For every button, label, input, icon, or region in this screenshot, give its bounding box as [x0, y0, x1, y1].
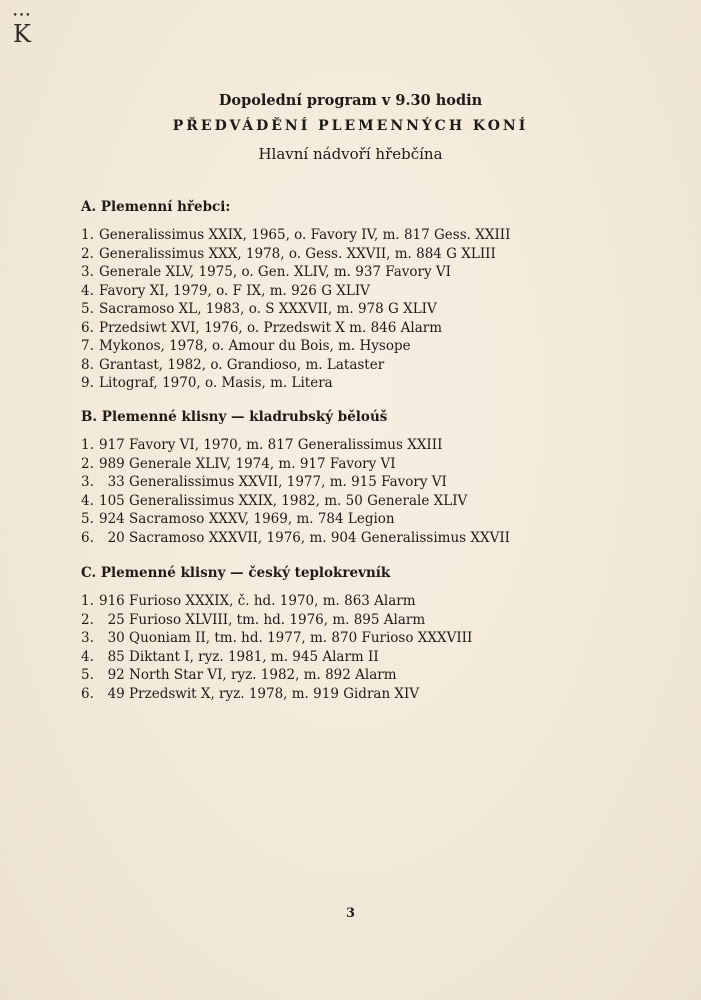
list-item [81, 374, 681, 393]
item-text: Generalissimus XXX, 1978, o. Gess. XXVII, m. 884 G XLIII [99, 245, 496, 262]
list-item [81, 245, 681, 264]
item-number: 3. [81, 474, 94, 490]
item-number: 2. [81, 611, 94, 628]
item-text: 33 Generalissimus XXVII, 1977, m. 915 Favory VI [99, 474, 447, 490]
k-logo-icon [10, 12, 34, 52]
item-text: Sacramoso XL, 1983, o. S XXXVII, m. 978 G XLIV [99, 301, 437, 317]
section-title: B. Plemenné klisny — kladrubský běloúš [81, 409, 388, 425]
program-time-heading: Dopolední program v 9.30 hodin [218, 92, 483, 109]
item-text: Litograf, 1970, o. Masis, m. Litera [99, 375, 333, 391]
item-number: 5. [81, 511, 94, 527]
list-item [81, 510, 681, 529]
item-number: 4. [81, 492, 94, 509]
item-number: 5. [81, 301, 94, 317]
item-text: 92 North Star VI, ryz. 1982, m. 892 Alarm [99, 667, 397, 683]
item-text: Generalissimus XXIX, 1965, o. Favory IV, m. 817 Gess. XXIII [99, 227, 511, 243]
item-text: 85 Diktant I, ryz. 1981, m. 945 Alarm II [99, 648, 379, 665]
horse-list [81, 226, 681, 393]
item-number: 1. [81, 227, 94, 243]
list-item [81, 685, 681, 704]
item-text: Generale XLV, 1975, o. Gen. XLIV, m. 937 Favory VI [99, 264, 451, 280]
list-item [81, 436, 681, 455]
item-number: 2. [81, 455, 94, 472]
logo-dots: ••• [12, 11, 32, 21]
list-item [81, 455, 681, 474]
item-text: Favory XI, 1979, o. F IX, m. 926 G XLIV [99, 282, 370, 299]
item-text: Mykonos, 1978, o. Amour du Bois, m. Hysope [99, 338, 411, 354]
page-title: PŘEDVÁDĚNÍ PLEMENNÝCH KONÍ [172, 118, 529, 134]
item-number: 2. [81, 245, 94, 262]
list-item [81, 282, 681, 301]
item-text: 25 Furioso XLVIII, tm. hd. 1976, m. 895 Alarm [99, 611, 426, 628]
item-text: 916 Furioso XXXIX, č. hd. 1970, m. 863 Alarm [99, 593, 416, 609]
list-item [81, 226, 681, 245]
list-item [81, 648, 681, 667]
item-number: 7. [81, 338, 94, 354]
item-number: 6. [81, 529, 94, 546]
section-stallions [81, 199, 681, 393]
list-item [81, 611, 681, 630]
item-text: Przedsiwt XVI, 1976, o. Przedswit X m. 846 Alarm [99, 319, 442, 336]
list-item [81, 592, 681, 611]
item-number: 6. [81, 319, 94, 336]
item-text: 105 Generalissimus XXIX, 1982, m. 50 Generale XLIV [99, 492, 468, 509]
item-text: 917 Favory VI, 1970, m. 817 Generalissimus XXIII [99, 437, 443, 453]
list-item [81, 356, 681, 375]
list-item [81, 300, 681, 319]
item-number: 8. [81, 356, 94, 373]
item-number: 4. [81, 648, 94, 665]
section-title: C. Plemenné klisny — český teplokrevník [81, 565, 391, 581]
list-item [81, 337, 681, 356]
item-text: 30 Quoniam II, tm. hd. 1977, m. 870 Furioso XXXVIII [99, 630, 473, 646]
item-text: 49 Przedswit X, ryz. 1978, m. 919 Gidran XIV [99, 685, 420, 702]
item-number: 1. [81, 593, 94, 609]
page-number: 3 [345, 906, 356, 921]
list-item [81, 529, 681, 548]
item-number: 1. [81, 437, 94, 453]
list-item [81, 666, 681, 685]
item-text: 924 Sacramoso XXXV, 1969, m. 784 Legion [99, 511, 395, 527]
list-item [81, 492, 681, 511]
item-number: 3. [81, 264, 94, 280]
section-czech-warmblood-mares [81, 565, 681, 703]
item-text: 20 Sacramoso XXXVII, 1976, m. 904 Generalissimus XXVII [99, 529, 511, 546]
list-item [81, 473, 681, 492]
item-text: Grantast, 1982, o. Grandioso, m. Lataster [99, 356, 385, 373]
section-kladruby-mares [81, 409, 681, 547]
item-number: 5. [81, 667, 94, 683]
list-item [81, 319, 681, 338]
item-number: 3. [81, 630, 94, 646]
item-number: 6. [81, 685, 94, 702]
logo-letter: K [13, 20, 31, 48]
list-item [81, 629, 681, 648]
list-item [81, 263, 681, 282]
item-number: 9. [81, 375, 94, 391]
section-title: A. Plemenní hřebci: [81, 199, 231, 215]
location-subtitle: Hlavní nádvoří hřebčína [258, 145, 443, 163]
item-text: 989 Generale XLIV, 1974, m. 917 Favory VI [99, 455, 396, 472]
item-number: 4. [81, 282, 94, 299]
horse-list [81, 592, 681, 703]
horse-list [81, 436, 681, 547]
